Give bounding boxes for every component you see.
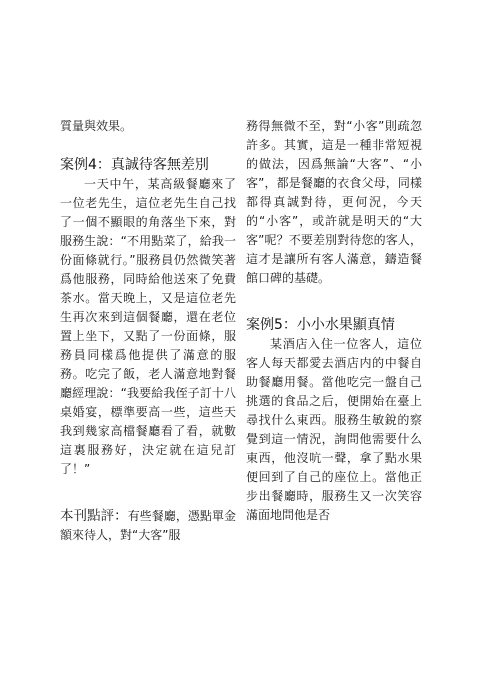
- commentary-continued: 務得無微不至，對“小客”則疏忽許多。其實，這是一種非常短視的做法，因爲無論“大客”、“小客”，都是餐廳的衣食父母，同樣都得真誠對待，更何況，今天的“小客”，或許就是明天的“大客”呢？不要差別對待您的客人，這才是讓所有客人滿意，鑄造餐館口碑的基礎。: [246, 119, 422, 285]
- commentary-body: 有些餐廳，憑點單金額來待人，對“大客”服: [60, 509, 236, 542]
- commentary-paragraph: [60, 507, 236, 545]
- case4-heading: 案例4：真誠待客無差別: [60, 157, 209, 173]
- commentary-lead: 本刊點評：: [60, 508, 128, 524]
- case5-body: 某酒店入住一位客人，這位客人每天都愛去酒店内的中餐自助餐廳用餐。當他吃完一盤自己挑選的食品之后，便開始在臺上尋找什么東西。服務生敏銳的察覺到這一情況，詢問他需要什么東西，他沒吭一聲，拿了點水果便回到了自己的座位上。當他正步出餐廳時，服務生又一次笑容滿面地問他是否: [246, 337, 422, 522]
- left-column: [60, 117, 236, 545]
- case4-body: 一天中午，某高級餐廳來了一位老先生，這位老先生自己找了一個不顯眼的角落坐下來，對服務生說：“不用點菜了，給我一份面條就行。”服務員仍然微笑著爲他服務，同時給他送來了免費茶水。當天晚上，又是這位老先生再次來到這個餐廳，還在老位置上坐下，又點了一份面條，服務員同樣爲他提供了滿意的服務。吃完了飯，老人滿意地對餐廳經理說：“我要給我侄子訂十八桌婚宴，標準要高一些，這些天我到幾家高檔餐廳看了看，就數這裏服務好，決定就在這兒訂了！”: [60, 177, 236, 476]
- case5-heading: 案例5：小小水果顯真情: [246, 317, 395, 333]
- right-column: [246, 117, 422, 525]
- intro-tail-text: 質量與效果。: [60, 119, 133, 133]
- spacer: [60, 479, 236, 507]
- spacer: [60, 136, 236, 156]
- spacer: [246, 288, 422, 316]
